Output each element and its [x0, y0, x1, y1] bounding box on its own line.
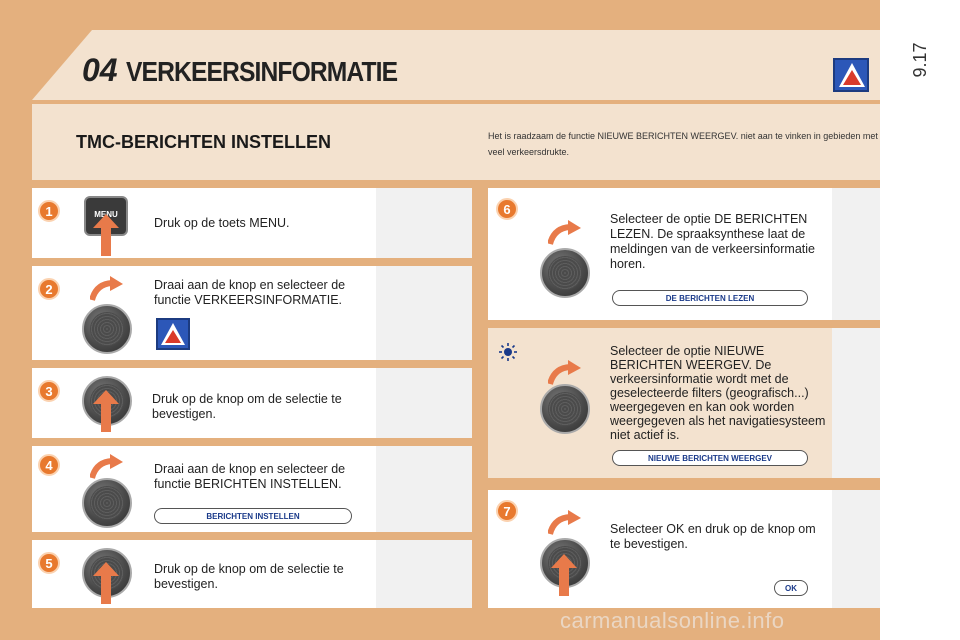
press-arrow-icon	[101, 226, 111, 256]
rotate-arrow-icon	[90, 276, 124, 302]
traffic-warning-icon	[833, 58, 869, 92]
press-arrow-icon	[101, 574, 111, 604]
radio-illustration	[832, 490, 880, 608]
tip-text: Het is raadzaam de functie NIEUWE BERICHTEN WEERGEV. niet aan te vinken in gebieden met veel verkeersdrukte.	[488, 131, 878, 157]
step-text-7: Selecteer OK en druk op de knop om te bevestigen.	[610, 522, 816, 551]
step-badge-1: 1	[38, 200, 60, 222]
rotary-knob	[82, 478, 132, 528]
section-title: TMC-BERICHTEN INSTELLEN	[76, 132, 331, 152]
radio-illustration	[376, 446, 472, 532]
rotary-knob	[540, 248, 590, 298]
radio-illustration	[376, 540, 472, 608]
radio-illustration	[832, 328, 880, 478]
ok-pill: OK	[774, 580, 808, 596]
step-badge-5: 5	[38, 552, 60, 574]
radio-illustration	[376, 188, 472, 258]
rotate-arrow-icon	[548, 220, 582, 246]
watermark-url: carmanualsonline.info	[560, 608, 785, 633]
chapter-number: 04	[82, 52, 118, 88]
menu-option-pill: BERICHTEN INSTELLEN	[154, 508, 352, 524]
step-badge-6: 6	[496, 198, 518, 220]
step-badge-7: 7	[496, 500, 518, 522]
press-arrow-icon	[101, 402, 111, 432]
step-text-6: Selecteer de optie DE BERICHTEN LEZEN. De spraaksynthese laat de meldingen van de verkeersinformatie horen.	[610, 212, 815, 271]
page-number: 9.17	[909, 42, 930, 78]
rotate-arrow-icon	[548, 510, 582, 536]
menu-option-pill: NIEUWE BERICHTEN WEERGEV	[612, 450, 808, 466]
press-arrow-icon	[559, 566, 569, 596]
menu-option-pill: DE BERICHTEN LEZEN	[612, 290, 808, 306]
step-text-1: Druk op de toets MENU.	[154, 216, 290, 230]
radio-illustration	[376, 266, 472, 360]
step-text-3: Druk op de knop om de selectie te bevestigen.	[152, 392, 342, 421]
step-text-2: Draai aan de knop en selecteer de functie VERKEERSINFORMATIE.	[154, 278, 346, 307]
page-margin	[880, 0, 960, 640]
page-title: VERKEERSINFORMATIE	[126, 56, 398, 87]
step-badge-2: 2	[38, 278, 60, 300]
step-text-4: Draai aan de knop en selecteer de functie BERICHTEN INSTELLEN.	[154, 462, 346, 491]
rotate-arrow-icon	[90, 454, 124, 480]
rotary-knob	[540, 384, 590, 434]
radio-illustration	[832, 188, 880, 320]
step-badge-4: 4	[38, 454, 60, 476]
step-text-5: Druk op de knop om de selectie te bevestigen.	[154, 562, 344, 591]
rotary-knob	[82, 304, 132, 354]
step-text-note: Selecteer de optie NIEUWE BERICHTEN WEERGEV. De verkeersinformatie wordt met de geselecteerde filters (geografisch...) weergegeven en kan ook worden weergegeven als het navigatiesysteem niet actief is.	[610, 344, 826, 442]
traffic-warning-icon	[156, 318, 190, 350]
radio-illustration	[376, 368, 472, 438]
rotate-arrow-icon	[548, 360, 582, 386]
light-icon	[498, 342, 518, 362]
step-badge-3: 3	[38, 380, 60, 402]
